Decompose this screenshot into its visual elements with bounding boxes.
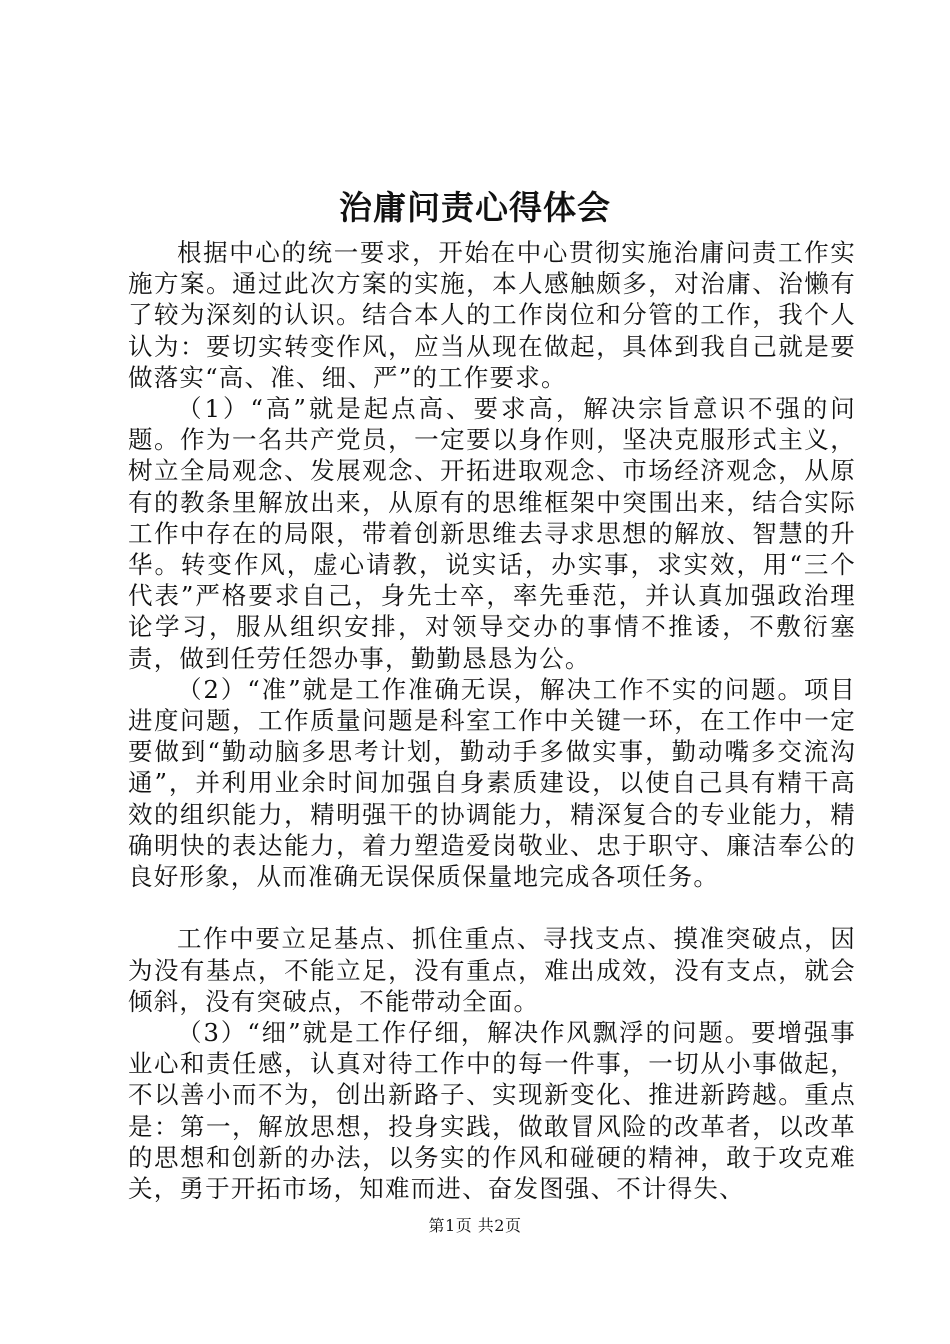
paragraph-basepoint: 工作中要立足基点、抓住重点、寻找支点、摸准突破点，因为没有基点，不能立足，没有重点，难出成效，没有支点，就会倾斜，没有突破点，不能带动全面。 xyxy=(128,924,856,1016)
document-body xyxy=(128,237,856,1204)
paragraph-zhun: （2）“准”就是工作准确无误，解决工作不实的问题。项目进度问题，工作质量问题是科室工作中关键一环，在工作中一定要做到“勤动脑多思考计划，勤动手多做实事，勤动嘴多交流沟通”，并利用业余时间加强自身素质建设，以使自己具有精干高效的组织能力，精明强干的协调能力，精深复合的专业能力，精确明快的表达能力，着力塑造爱岗敬业、忠于职守、廉洁奉公的良好形象，从而准确无误保质保量地完成各项任务。 xyxy=(128,674,856,892)
paragraph-intro: 根据中心的统一要求，开始在中心贯彻实施治庸问责工作实施方案。通过此次方案的实施，本人感触颇多，对治庸、治懒有了较为深刻的认识。结合本人的工作岗位和分管的工作，我个人认为：要切实转变作风，应当从现在做起，具体到我自己就是要做落实“高、准、细、严”的工作要求。 xyxy=(128,238,856,392)
paragraph-gao: （1）“高”就是起点高、要求高，解决宗旨意识不强的问题。作为一名共产党员，一定要以身作则，坚决克服形式主义，树立全局观念、发展观念、开拓进取观念、市场经济观念，从原有的教条里解放出来，从原有的思维框架中突围出来，结合实际工作中存在的局限，带着创新思维去寻求思想的解放、智慧的升华。转变作风，虚心请教，说实话，办实事，求实效，用“三个代表”严格要求自己，身先士卒，率先垂范，并认真加强政治理论学习，服从组织安排，对领导交办的事情不推诿，不敷衍塞责，做到任劳任怨办事，勤勤恳恳为公。 xyxy=(128,394,856,673)
paragraph-xi: （3）“细”就是工作仔细，解决作风飘浮的问题。要增强事业心和责任感，认真对待工作中的每一件事，一切从小事做起，不以善小而不为，创出新路子、实现新变化、推进新跨越。重点是：第一，解放思想，投身实践，做敢冒风险的改革者，以改革的思想和创新的办法，以务实的作风和碰硬的精神，敢于攻克难关，勇于开拓市场，知难而进、奋发图强、不计得失、 xyxy=(128,1018,856,1204)
paragraph-spacer xyxy=(128,892,856,923)
page-footer: 第1页 共2页 xyxy=(428,1216,522,1235)
page-title: 治庸问责心得体会 xyxy=(339,188,611,227)
